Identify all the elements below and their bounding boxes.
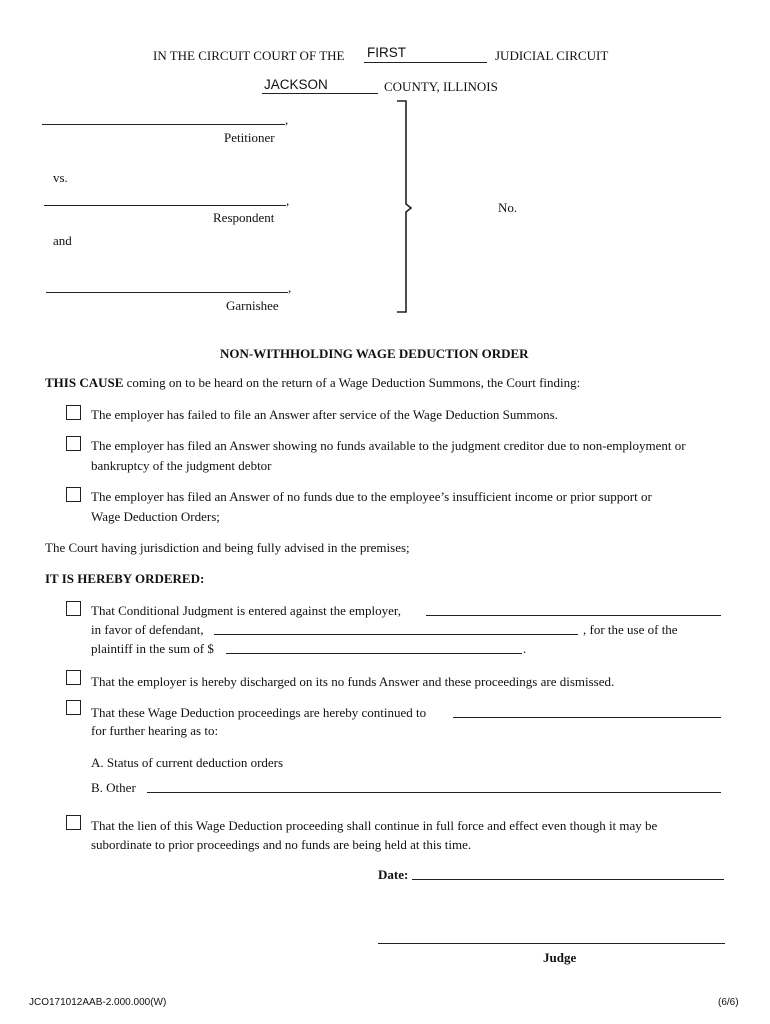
garnishee-comma: , — [288, 280, 292, 295]
order-1-text-line2b: , for the use of the — [583, 622, 678, 637]
cause-text: coming on to be heard on the return of a Wage Deduction Summons, the Court finding: — [126, 375, 581, 390]
ordered-heading: IT IS HEREBY ORDERED: — [45, 571, 205, 586]
order-2-checkbox[interactable] — [66, 670, 81, 685]
order-1-checkbox[interactable] — [66, 601, 81, 616]
jurisdiction-text: The Court having jurisdiction and being fully advised in the premises; — [45, 540, 410, 555]
order-3-text-line1: That these Wage Deduction proceedings are hereby continued to — [91, 705, 427, 720]
finding-1-text: The employer has failed to file an Answer after service of the Wage Deduction Summons. — [91, 407, 558, 422]
county-underline — [262, 93, 378, 94]
cause-paragraph — [45, 375, 580, 391]
page-number: (6/6) — [718, 997, 739, 1008]
order-3-item-a: A. Status of current deduction orders — [91, 755, 284, 770]
and-label: and — [53, 233, 72, 248]
respondent-name-field[interactable] — [44, 205, 286, 206]
order-1-text-line3: plaintiff in the sum of $ — [91, 641, 214, 656]
order-1-text-line2a: in favor of defendant, — [91, 622, 204, 637]
court-prefix: IN THE CIRCUIT COURT OF THE — [153, 48, 345, 63]
judge-signature-line[interactable] — [378, 943, 725, 944]
vs-label: vs. — [53, 170, 68, 185]
employer-name-field[interactable] — [426, 615, 721, 616]
finding-3-text-line2: Wage Deduction Orders; — [91, 509, 220, 524]
order-3-text-line2: for further hearing as to: — [91, 723, 219, 738]
finding-2-text-line1: The employer has filed an Answer showing no funds available to the judgment creditor due to non-employment or — [91, 438, 686, 453]
order-1-text-line1: That Conditional Judgment is entered against the employer, — [91, 603, 401, 618]
date-field[interactable] — [412, 879, 724, 880]
respondent-comma: , — [286, 193, 290, 208]
petitioner-label: Petitioner — [224, 130, 275, 145]
petitioner-name-field[interactable] — [42, 124, 285, 125]
order-2-text: That the employer is hereby discharged on its no funds Answer and these proceedings are dismissed. — [91, 674, 615, 689]
date-label: Date: — [378, 867, 409, 882]
case-no-label: No. — [498, 200, 518, 215]
order-4-text-line2: subordinate to prior proceedings and no funds are being held at this time. — [91, 837, 472, 852]
judge-label: Judge — [543, 950, 577, 965]
petitioner-comma: , — [285, 112, 289, 127]
other-field[interactable] — [147, 792, 721, 793]
finding-2-text-line2: bankruptcy of the judgment debtor — [91, 458, 272, 473]
continued-to-date-field[interactable] — [453, 717, 721, 718]
order-3-item-b: B. Other — [91, 780, 136, 795]
order-title: NON-WITHHOLDING WAGE DEDUCTION ORDER — [220, 346, 529, 361]
form-code: JCO171012AAB-2.000.000(W) — [29, 997, 167, 1008]
circuit-field[interactable]: FIRST — [367, 45, 406, 60]
finding-3-text-line1: The employer has filed an Answer of no funds due to the employee’s insufficient income or prior support or — [91, 489, 652, 504]
finding-1-checkbox[interactable] — [66, 405, 81, 420]
case-no-field[interactable] — [522, 212, 712, 213]
respondent-label: Respondent — [213, 210, 275, 225]
order-3-checkbox[interactable] — [66, 700, 81, 715]
garnishee-label: Garnishee — [226, 298, 279, 313]
order-1-period: . — [523, 641, 527, 656]
county-suffix: COUNTY, ILLINOIS — [384, 79, 498, 94]
order-4-text-line1: That the lien of this Wage Deduction proceeding shall continue in full force and effect even though it may be — [91, 818, 658, 833]
finding-2-checkbox[interactable] — [66, 436, 81, 451]
circuit-underline — [364, 62, 487, 63]
finding-3-checkbox[interactable] — [66, 487, 81, 502]
order-4-checkbox[interactable] — [66, 815, 81, 830]
caption-brace — [395, 96, 425, 320]
circuit-suffix: JUDICIAL CIRCUIT — [495, 48, 609, 63]
judgment-amount-field[interactable] — [226, 653, 522, 654]
county-field[interactable]: JACKSON — [264, 77, 328, 92]
defendant-name-field[interactable] — [214, 634, 578, 635]
cause-bold: THIS CAUSE — [45, 375, 124, 390]
garnishee-name-field[interactable] — [46, 292, 288, 293]
